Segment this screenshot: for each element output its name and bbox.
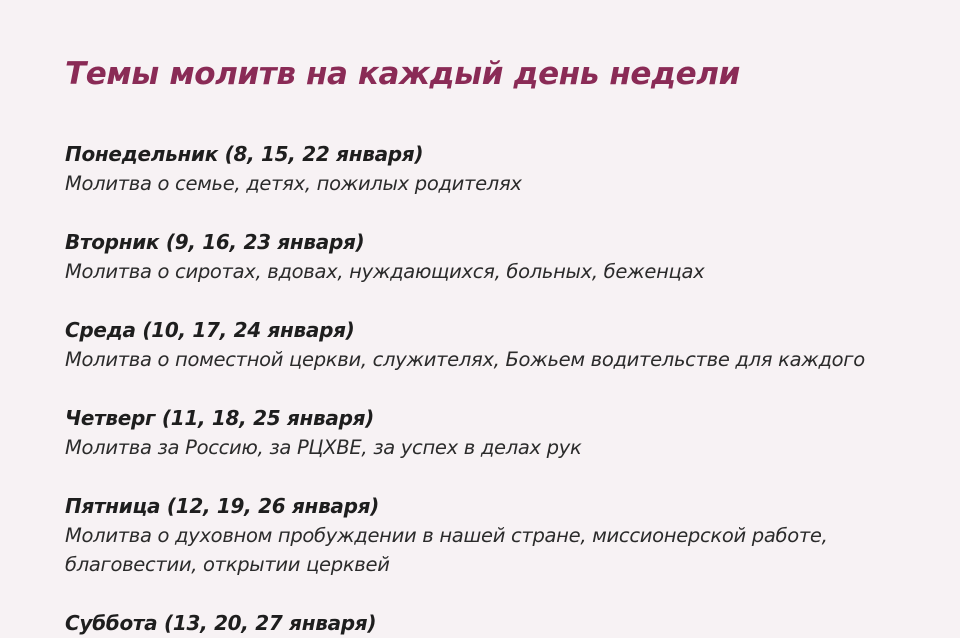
day-heading: Четверг (11, 18, 25 января) bbox=[65, 406, 374, 430]
day-block-friday bbox=[65, 492, 945, 579]
page-title: Темы молитв на каждый день недели bbox=[65, 56, 740, 92]
day-block-wednesday bbox=[65, 316, 945, 374]
day-block-monday bbox=[65, 140, 945, 198]
day-block-tuesday bbox=[65, 228, 945, 286]
day-prayer-topic: Молитва о поместной церкви, служителях, Божьем водительстве для каждого bbox=[65, 348, 865, 371]
day-prayer-topic-line-2: благовестии, открытии церквей bbox=[65, 553, 390, 576]
day-heading: Среда (10, 17, 24 января) bbox=[65, 318, 355, 342]
day-heading: Пятница (12, 19, 26 января) bbox=[65, 494, 380, 518]
day-prayer-topic: Молитва за Россию, за РЦХВЕ, за успех в делах рук bbox=[65, 436, 582, 459]
day-block-saturday bbox=[65, 609, 945, 638]
day-prayer-topic-line-1: Молитва о духовном пробуждении в нашей стране, миссионерской работе, bbox=[65, 524, 828, 547]
day-block-thursday bbox=[65, 404, 945, 462]
day-prayer-topic: Молитва о семье, детях, пожилых родителях bbox=[65, 172, 522, 195]
day-heading: Понедельник (8, 15, 22 января) bbox=[65, 142, 424, 166]
day-prayer-topic: Молитва о сиротах, вдовах, нуждающихся, больных, беженцах bbox=[65, 260, 705, 283]
day-heading: Суббота (13, 20, 27 января) bbox=[65, 611, 377, 635]
day-heading: Вторник (9, 16, 23 января) bbox=[65, 230, 365, 254]
